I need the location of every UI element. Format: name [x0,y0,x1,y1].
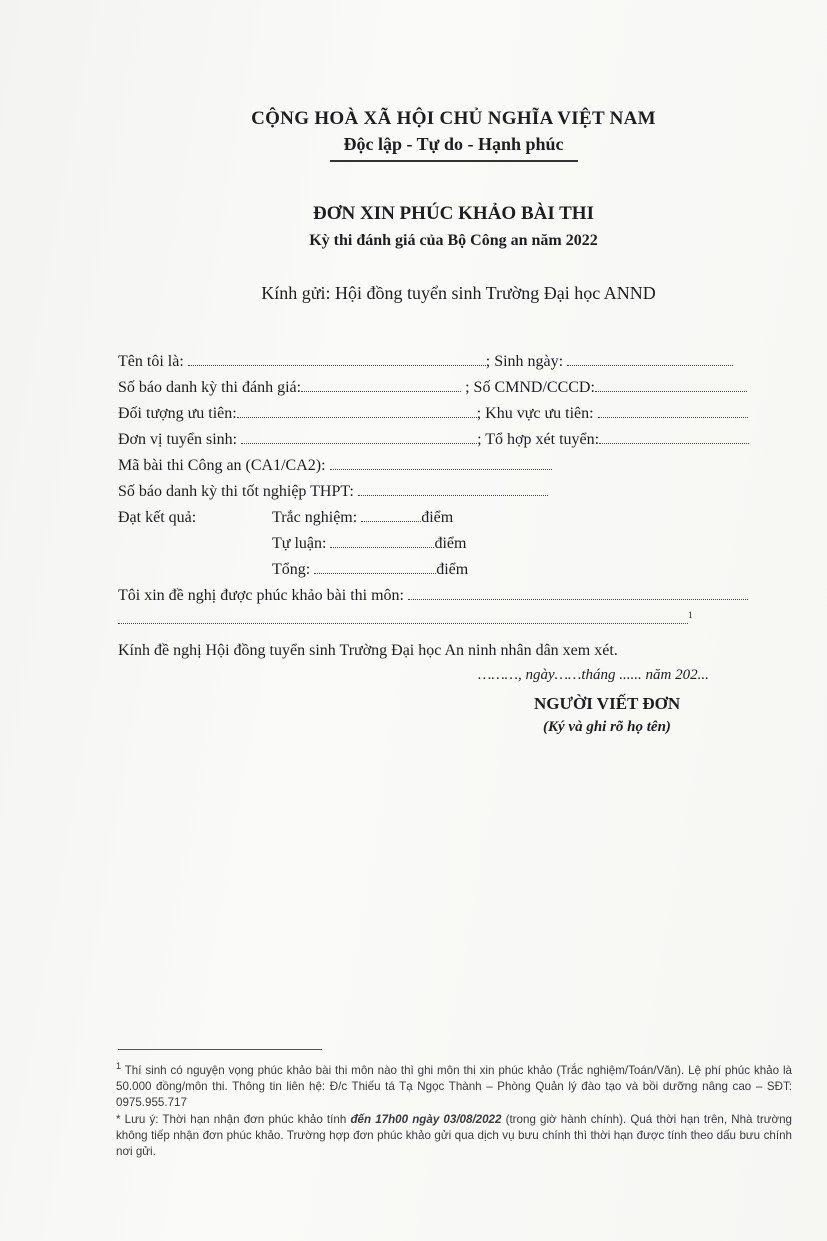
admission-row [118,431,749,449]
essay-field[interactable] [330,535,434,548]
total-row [272,561,468,579]
name-row [118,353,733,371]
admission-unit-field[interactable] [241,431,477,444]
total-field[interactable] [314,561,436,574]
signature-date: ………, ngày……tháng ...... năm 202... [478,667,709,683]
national-motto: Độc lập - Tự do - Hạnh phúc [343,134,564,154]
result-label: Đạt kết quả: [118,509,197,526]
footnote-1 [116,1058,792,1111]
admission-unit-label: Đơn vị tuyển sinh: [118,431,242,448]
footnote-1-text: Thí sinh có nguyện vọng phúc khảo bài thi môn nào thì ghi môn thi xin phúc khảo (Trắc nghiệm/Toán/Văn). Lệ phí phúc khảo là 50.000 đồng/môn thi. Thông tin liên hệ: Đ/c Thiếu tá Tạ Ngọc Thành – Phòng Quản lý đào tạo và bồi dưỡng nâng cao – SĐT: 0975.955.717 [116,1063,792,1109]
footnote-2-suffix: (trong giờ hành chính). Quá thời hạn trên, Nhà trường không tiếp nhận đơn phúc khảo. Trường hợp đơn phúc khảo gửi qua dịch vụ bưu chính thì thời hạn được tính theo dấu bưu chính nơi gửi. [116,1113,792,1158]
request-label: Tôi xin đề nghị được phúc khảo bài thi môn: [118,587,408,604]
thpt-row [118,483,548,501]
footnote-2-deadline: đến 17h00 ngày 03/08/2022 [350,1113,502,1126]
essay-row [272,535,466,553]
priority-area-field[interactable] [598,405,748,418]
subject-combo-label: ; Tổ hợp xét tuyển: [477,431,600,448]
multiple-choice-row [272,509,453,527]
form-subtitle: Kỳ thi đánh giá của Bộ Công an năm 2022 [309,232,598,249]
request-continuation-row [118,610,693,629]
footnote-divider [118,1049,322,1050]
dob-field[interactable] [567,353,733,366]
signature-note: (Ký và ghi rõ họ tên) [543,719,671,735]
footnote-ref: 1 [688,610,693,620]
form-greeting: Kính gửi: Hội đồng tuyển sinh Trường Đại học ANND [261,283,656,303]
signer-title: NGƯỜI VIẾT ĐƠN [534,694,681,713]
dob-label: ; Sinh ngày: [485,353,568,370]
request-field[interactable] [408,587,748,600]
multiple-choice-unit: điểm [421,509,454,526]
total-label: Tổng: [272,561,315,578]
exam-code-row [118,457,552,475]
multiple-choice-label: Trắc nghiệm: [272,509,362,526]
subject-combo-field[interactable] [599,431,749,444]
id-number-label: ; Số CMND/CCCD: [461,379,595,396]
priority-row [118,405,748,423]
id-number-field[interactable] [595,379,747,392]
priority-area-label: ; Khu vực ưu tiên: [476,405,598,422]
national-title: CỘNG HOÀ XÃ HỘI CHỦ NGHĨA VIỆT NAM [251,108,656,129]
multiple-choice-field[interactable] [361,509,421,522]
essay-unit: điểm [434,535,467,552]
priority-group-label: Đối tượng ưu tiên: [118,405,237,422]
exam-number-field[interactable] [301,379,461,392]
motto-underline [330,160,578,162]
request-row [118,587,748,605]
priority-group-field[interactable] [237,405,477,418]
thpt-number-label: Số báo danh kỳ thi tốt nghiệp THPT: [118,483,358,500]
exam-code-field[interactable] [330,457,552,470]
name-label: Tên tôi là: [118,353,188,370]
exam-number-row [118,379,747,397]
footnote-2-prefix: * Lưu ý: Thời hạn nhận đơn phúc khảo tính [116,1113,351,1126]
essay-label: Tự luận: [272,535,331,552]
name-field[interactable] [188,353,486,366]
request-field-continued[interactable] [118,611,688,624]
footnote-2 [116,1112,792,1160]
exam-number-label: Số báo danh kỳ thi đánh giá: [118,379,302,396]
exam-code-label: Mã bài thi Công an (CA1/CA2): [118,457,330,474]
total-unit: điểm [436,561,469,578]
form-title: ĐƠN XIN PHÚC KHẢO BÀI THI [313,203,594,224]
thpt-number-field[interactable] [358,483,548,496]
footnote-1-marker: 1 [116,1061,122,1071]
closing-text: Kính đề nghị Hội đồng tuyển sinh Trường Đại học An ninh nhân dân xem xét. [118,642,618,659]
